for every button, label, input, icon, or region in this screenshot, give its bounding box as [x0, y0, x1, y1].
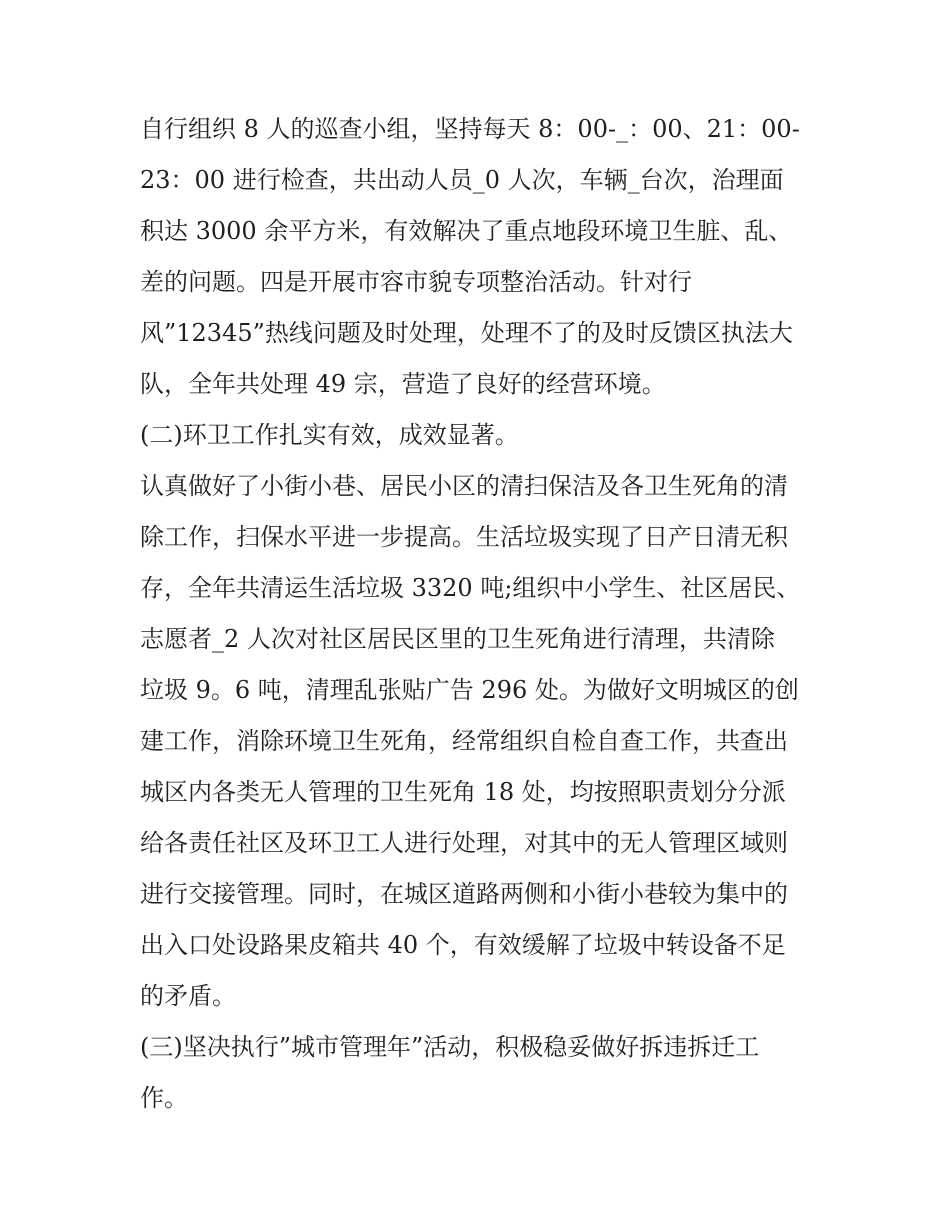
text-line: 的矛盾。 [140, 982, 236, 1010]
text-line: 除工作，扫保水平进一步提高。生活垃圾实现了日产日清无积 [140, 523, 788, 551]
section-heading: (二)环卫工作扎实有效，成效显著。 [140, 421, 519, 449]
text-line: 建工作，消除环境卫生死角，经常组织自检自查工作，共查出 [140, 727, 788, 755]
text-line: 风”12345”热线问题及时处理，处理不了的及时反馈区执法大 [140, 319, 793, 347]
text-line: 积达 3000 余平方米，有效解决了重点地段环境卫生脏、乱、 [140, 217, 793, 245]
document-body [140, 104, 820, 1124]
text-line: 作。 [140, 1084, 188, 1112]
text-line: 出入口处设路果皮箱共 40 个，有效缓解了垃圾中转设备不足 [140, 931, 786, 959]
text-line: 自行组织 8 人的巡查小组，坚持每天 8：00-_：00、21：00- [140, 115, 800, 143]
text-line: 23：00 进行检查，共出动人员_0 人次，车辆_台次，治理面 [140, 166, 784, 194]
text-line: 差的问题。四是开展市容市貌专项整治活动。针对行 [140, 268, 692, 296]
text-line: 进行交接管理。同时，在城区道路两侧和小街小巷较为集中的 [140, 880, 788, 908]
text-line: 存，全年共清运生活垃圾 3320 吨;组织中小学生、社区居民、 [140, 574, 801, 602]
text-line: 给各责任社区及环卫工人进行处理，对其中的无人管理区域则 [140, 829, 788, 857]
text-line: 垃圾 9。6 吨，清理乱张贴广告 296 处。为做好文明城区的创 [140, 676, 799, 704]
text-line: 认真做好了小街小巷、居民小区的清扫保洁及各卫生死角的清 [140, 472, 788, 500]
text-line: 城区内各类无人管理的卫生死角 18 处，均按照职责划分分派 [140, 778, 786, 806]
section-heading: (三)坚决执行”城市管理年”活动，积极稳妥做好拆违拆迁工 [140, 1033, 760, 1061]
text-line: 队，全年共处理 49 宗，营造了良好的经营环境。 [140, 370, 666, 398]
text-line: 志愿者_2 人次对社区居民区里的卫生死角进行清理，共清除 [140, 625, 775, 653]
